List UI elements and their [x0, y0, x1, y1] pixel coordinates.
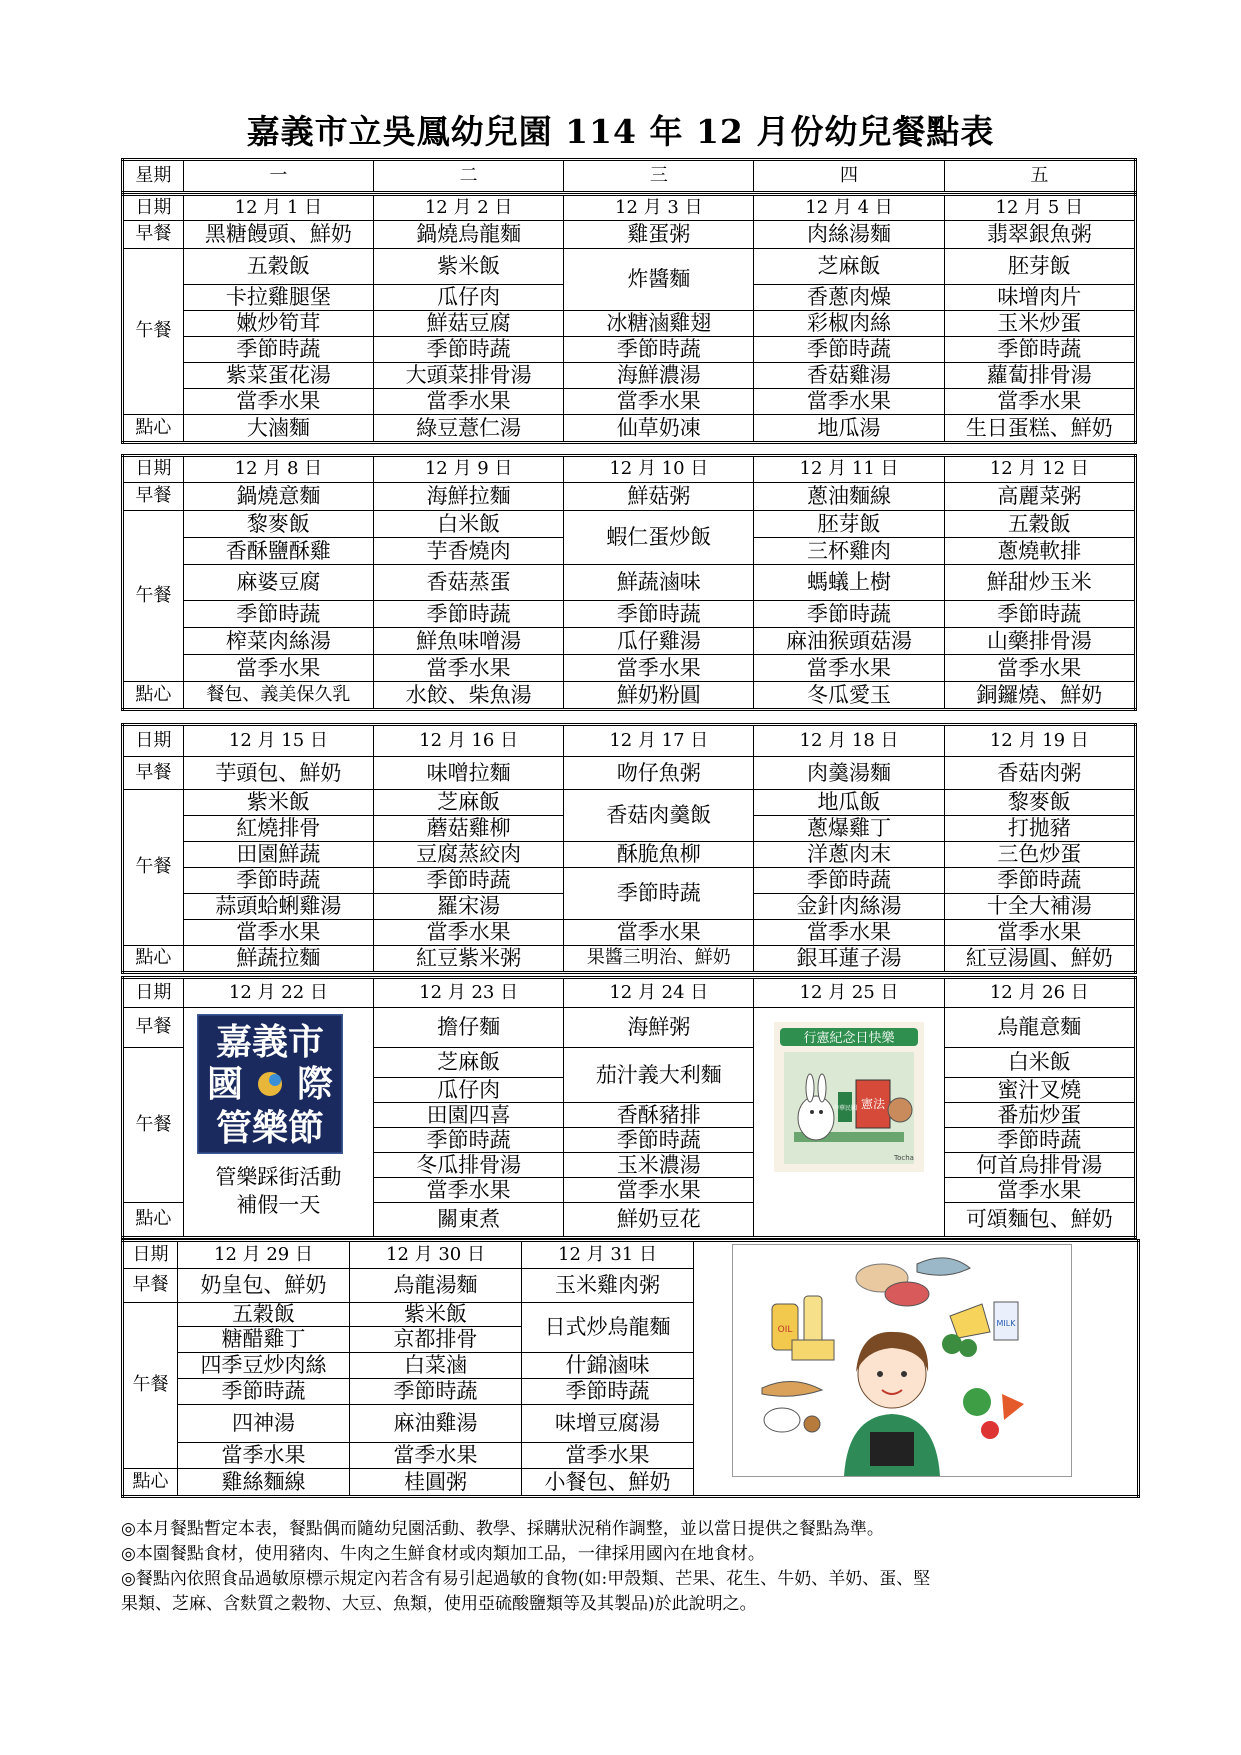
lunch-label: 午餐	[123, 1303, 178, 1469]
week-3-table	[121, 723, 1137, 974]
constitution-day-illustration	[774, 1022, 924, 1172]
breakfast-cell: 吻仔魚粥	[564, 757, 754, 790]
lunch-label: 午餐	[123, 511, 184, 682]
date-cell: 12 月 9 日	[374, 456, 564, 483]
weekday-wed: 三	[564, 160, 754, 193]
breakfast-cell: 奶皇包、鮮奶	[178, 1269, 350, 1303]
lunch-side: 鮮菇豆腐	[374, 311, 564, 337]
breakfast-label: 早餐	[123, 757, 184, 790]
lunch-fruit: 當季水果	[374, 389, 564, 415]
breakfast-cell: 肉絲湯麵	[754, 221, 944, 249]
snack-cell: 冬瓜愛玉	[754, 682, 944, 710]
snack-label: 點心	[123, 1203, 184, 1238]
lunch-staple: 白米飯	[944, 1048, 1135, 1078]
lunch-soup: 紫菜蛋花湯	[183, 363, 373, 389]
date-cell: 12 月 4 日	[754, 195, 944, 221]
lunch-fruit: 當季水果	[564, 1178, 754, 1203]
snack-cell: 大滷麵	[183, 415, 373, 443]
woman-eye	[901, 1371, 907, 1377]
lunch-fruit: 當季水果	[522, 1443, 694, 1469]
snack-cell: 紅豆紫米粥	[374, 946, 564, 973]
lunch-side: 彩椒肉絲	[754, 311, 944, 337]
lunch-main: 瓜仔肉	[374, 285, 564, 311]
breakfast-cell: 香菇肉粥	[944, 757, 1135, 790]
lunch-side: 番茄炒蛋	[944, 1103, 1135, 1128]
lunch-main: 打拋豬	[944, 816, 1135, 842]
lunch-veg: 季節時蔬	[754, 337, 944, 363]
lunch-fruit: 當季水果	[183, 389, 373, 415]
lunch-soup: 鮮魚味噌湯	[374, 628, 564, 655]
lunch-staple: 茄汁義大利麵	[564, 1048, 754, 1103]
snack-cell: 紅豆湯圓、鮮奶	[944, 946, 1135, 973]
lunch-side: 白菜滷	[350, 1353, 522, 1379]
date-cell: 12 月 3 日	[564, 195, 754, 221]
lunch-side: 螞蟻上樹	[754, 565, 944, 601]
lunch-soup: 四神湯	[178, 1405, 350, 1443]
snack-cell: 果醬三明治、鮮奶	[564, 946, 754, 973]
poster-emblem-dot	[269, 1074, 281, 1086]
lunch-soup: 蘿蔔排骨湯	[944, 363, 1135, 389]
lunch-staple: 芝麻飯	[374, 1048, 564, 1078]
snack-cell: 銅鑼燒、鮮奶	[944, 682, 1135, 710]
lunch-side: 玉米炒蛋	[944, 311, 1135, 337]
lunch-soup: 玉米濃湯	[564, 1153, 754, 1178]
date-cell: 12 月 22 日	[183, 978, 373, 1008]
rabbit-ear	[806, 1074, 814, 1102]
poster-line2a: 國	[206, 1063, 243, 1105]
lunch-soup: 蒜頭蛤蜊雞湯	[183, 894, 373, 920]
lunch-fruit: 當季水果	[374, 920, 564, 946]
weekday-header	[121, 158, 1137, 194]
lunch-staple: 芝麻飯	[754, 249, 944, 285]
rice-bowl-icon	[764, 1408, 800, 1432]
lunch-main: 三杯雞肉	[754, 538, 944, 565]
lunch-fruit: 當季水果	[944, 1178, 1135, 1203]
date-cell: 12 月 17 日	[564, 725, 754, 757]
date-label: 日期	[123, 978, 184, 1008]
lunch-soup: 十全大補湯	[944, 894, 1135, 920]
poster-line2b: 際	[296, 1063, 333, 1105]
lunch-veg: 季節時蔬	[944, 337, 1135, 363]
breakfast-cell: 鮮菇粥	[564, 483, 754, 511]
lunch-main: 蜜汁叉燒	[944, 1078, 1135, 1103]
breakfast-label: 早餐	[123, 1008, 184, 1048]
lunch-main: 卡拉雞腿堡	[183, 285, 373, 311]
lunch-veg: 季節時蔬	[564, 868, 754, 920]
lunch-veg: 季節時蔬	[944, 868, 1135, 894]
breakfast-cell: 鍋燒意麵	[183, 483, 373, 511]
snack-cell: 生日蛋糕、鮮奶	[944, 415, 1135, 443]
week-2-table	[121, 454, 1137, 711]
date-label: 日期	[123, 1241, 178, 1269]
lunch-side: 田園鮮蔬	[183, 842, 373, 868]
breakfast-label: 早餐	[123, 483, 184, 511]
snack-cell: 鮮奶粉圓	[564, 682, 754, 710]
lunch-soup: 海鮮濃湯	[564, 363, 754, 389]
lunch-side: 田園四喜	[374, 1103, 564, 1128]
lunch-veg: 季節時蔬	[564, 1128, 754, 1153]
date-cell: 12 月 24 日	[564, 978, 754, 1008]
breakfast-label: 早餐	[123, 1269, 178, 1303]
date-cell: 12 月 29 日	[178, 1241, 350, 1269]
music-festival-poster	[197, 1014, 343, 1154]
lunch-side: 豆腐蒸絞肉	[374, 842, 564, 868]
weekday-tue: 二	[374, 160, 564, 193]
lunch-fruit: 當季水果	[564, 655, 754, 682]
lunch-staple: 芝麻飯	[374, 790, 564, 816]
lunch-fruit: 當季水果	[754, 655, 944, 682]
lunch-veg: 季節時蔬	[754, 601, 944, 628]
date-label: 日期	[123, 725, 184, 757]
lunch-staple: 炸醬麵	[564, 249, 754, 311]
rabbit-left	[798, 1096, 834, 1140]
broccoli-icon	[942, 1334, 962, 1354]
snack-label: 點心	[123, 415, 184, 443]
milk-label: MILK	[996, 1319, 1016, 1328]
lunch-main: 瓜仔肉	[374, 1078, 564, 1103]
lunch-side: 酥脆魚柳	[564, 842, 754, 868]
lunch-staple: 黎麥飯	[944, 790, 1135, 816]
date-cell: 12 月 23 日	[374, 978, 564, 1008]
lunch-staple: 香菇肉羹飯	[564, 790, 754, 842]
breakfast-cell: 芋頭包、鮮奶	[183, 757, 373, 790]
breakfast-cell: 高麗菜粥	[944, 483, 1135, 511]
lunch-main: 味增肉片	[944, 285, 1135, 311]
page-title: 嘉義市立吳鳳幼兒園 114 年 12 月份幼兒餐點表	[246, 112, 995, 151]
bear-head	[888, 1098, 912, 1122]
breakfast-cell: 玉米雞肉粥	[522, 1269, 694, 1303]
breakfast-cell: 肉羹湯麵	[754, 757, 944, 790]
lunch-soup: 山藥排骨湯	[944, 628, 1135, 655]
lunch-fruit: 當季水果	[350, 1443, 522, 1469]
lunch-label: 午餐	[123, 790, 184, 946]
date-label: 日期	[123, 456, 184, 483]
lunch-soup: 金針肉絲湯	[754, 894, 944, 920]
lunch-veg: 季節時蔬	[374, 337, 564, 363]
date-cell: 12 月 8 日	[183, 456, 373, 483]
lunch-veg: 季節時蔬	[754, 868, 944, 894]
breakfast-cell: 黑糖饅頭、鮮奶	[183, 221, 373, 249]
date-cell: 12 月 31 日	[522, 1241, 694, 1269]
date-cell: 12 月 19 日	[944, 725, 1135, 757]
breakfast-cell: 擔仔麵	[374, 1008, 564, 1048]
lunch-soup: 麻油猴頭菇湯	[754, 628, 944, 655]
breakfast-cell: 海鮮拉麵	[374, 483, 564, 511]
lunch-label: 午餐	[123, 249, 184, 415]
lunch-fruit: 當季水果	[178, 1443, 350, 1469]
date-cell: 12 月 5 日	[944, 195, 1135, 221]
lunch-veg: 季節時蔬	[944, 1128, 1135, 1153]
lunch-fruit: 當季水果	[944, 389, 1135, 415]
lunch-side: 什錦滷味	[522, 1353, 694, 1379]
lunch-staple: 五穀飯	[183, 249, 373, 285]
lunch-veg: 季節時蔬	[374, 601, 564, 628]
lunch-staple: 蝦仁蛋炒飯	[564, 511, 754, 565]
snack-label: 點心	[123, 946, 184, 973]
lunch-veg: 季節時蔬	[564, 601, 754, 628]
lunch-side: 三色炒蛋	[944, 842, 1135, 868]
breakfast-label: 早餐	[123, 221, 184, 249]
lunch-soup: 味增豆腐湯	[522, 1405, 694, 1443]
snack-cell: 仙草奶凍	[564, 415, 754, 443]
lunch-soup: 大頭菜排骨湯	[374, 363, 564, 389]
snack-cell: 綠豆薏仁湯	[374, 415, 564, 443]
breakfast-cell: 蔥油麵線	[754, 483, 944, 511]
lunch-veg: 季節時蔬	[183, 601, 373, 628]
snack-cell: 鮮奶豆花	[564, 1203, 754, 1238]
note-1: ◎本月餐點暫定本表，餐點偶而隨幼兒園活動、教學、採購狀況稍作調整，並以當日提供之餐點為準。	[121, 1519, 884, 1539]
breakfast-cell: 烏龍意麵	[944, 1008, 1135, 1048]
snack-cell: 水餃、柴魚湯	[374, 682, 564, 710]
snack-cell: 可頌麵包、鮮奶	[944, 1203, 1135, 1238]
lunch-side: 香菇蒸蛋	[374, 565, 564, 601]
lunch-soup: 何首烏排骨湯	[944, 1153, 1135, 1178]
snack-cell: 小餐包、鮮奶	[522, 1469, 694, 1497]
meat-icon	[885, 1282, 929, 1306]
lunch-staple: 紫米飯	[350, 1303, 522, 1327]
snack-cell: 桂圓粥	[350, 1469, 522, 1497]
snack-cell: 銀耳蓮子湯	[754, 946, 944, 973]
lunch-veg: 季節時蔬	[183, 868, 373, 894]
lunch-main: 香蔥肉燥	[754, 285, 944, 311]
lunch-fruit: 當季水果	[564, 920, 754, 946]
poster-line1: 嘉義市	[215, 1021, 324, 1063]
lunch-main: 紅燒排骨	[183, 816, 373, 842]
snack-cell: 餐包、義美保久乳	[183, 682, 373, 710]
snack-cell: 關東煮	[374, 1203, 564, 1238]
clipboard	[870, 1432, 914, 1466]
rabbit-eye	[810, 1110, 814, 1114]
note-4: 果類、芝麻、含麩質之穀物、大豆、魚類，使用亞硫酸鹽類等及其製品)於此說明之。	[121, 1594, 757, 1614]
rabbit-ear	[818, 1074, 826, 1102]
lunch-veg: 季節時蔬	[564, 337, 754, 363]
lunch-main: 蔥燒軟排	[944, 538, 1135, 565]
banner-text: 行憲紀念日快樂	[803, 1031, 895, 1046]
lunch-fruit: 當季水果	[374, 1178, 564, 1203]
date-cell: 12 月 30 日	[350, 1241, 522, 1269]
breakfast-cell: 海鮮粥	[564, 1008, 754, 1048]
date-cell: 12 月 11 日	[754, 456, 944, 483]
snack-cell: 雞絲麵線	[178, 1469, 350, 1497]
lunch-side: 麻婆豆腐	[183, 565, 373, 601]
lunch-staple: 紫米飯	[183, 790, 373, 816]
lunch-main: 蘑菇雞柳	[374, 816, 564, 842]
date-cell: 12 月 12 日	[944, 456, 1135, 483]
snack-label: 點心	[123, 682, 184, 710]
date-label: 日期	[123, 195, 184, 221]
butter-icon	[792, 1340, 834, 1360]
week-4-table	[121, 976, 1137, 1239]
breakfast-cell: 鍋燒烏龍麵	[374, 221, 564, 249]
lunch-staple: 胚芽飯	[754, 511, 944, 538]
lunch-veg: 季節時蔬	[374, 1128, 564, 1153]
lunch-side: 鮮蔬滷味	[564, 565, 754, 601]
breakfast-cell: 烏龍湯麵	[350, 1269, 522, 1303]
lunch-soup: 麻油雞湯	[350, 1405, 522, 1443]
lunch-side: 四季豆炒肉絲	[178, 1353, 350, 1379]
lunch-soup: 香菇雞湯	[754, 363, 944, 389]
date-cell: 12 月 16 日	[374, 725, 564, 757]
lunch-main: 糖醋雞丁	[178, 1327, 350, 1353]
holiday-cell	[183, 1008, 373, 1238]
lunch-veg: 季節時蔬	[183, 337, 373, 363]
date-cell: 12 月 1 日	[183, 195, 373, 221]
lunch-soup: 榨菜肉絲湯	[183, 628, 373, 655]
date-cell: 12 月 2 日	[374, 195, 564, 221]
credit-text: Tocha	[894, 1154, 914, 1162]
breakfast-cell: 味噌拉麵	[374, 757, 564, 790]
date-cell: 12 月 10 日	[564, 456, 754, 483]
week-5-table	[121, 1239, 1140, 1498]
food-illustration	[732, 1244, 1072, 1477]
poster-line3: 管樂節	[215, 1107, 324, 1149]
breakfast-cell: 翡翠銀魚粥	[944, 221, 1135, 249]
date-cell: 12 月 25 日	[754, 978, 944, 1008]
snack-label: 點心	[123, 1469, 178, 1497]
lunch-veg: 季節時蔬	[350, 1379, 522, 1405]
footnotes	[121, 1517, 1137, 1617]
lunch-side: 洋蔥肉末	[754, 842, 944, 868]
note-3: ◎餐點內依照食品過敏原標示規定內若含有易引起過敏的食物(如:甲殼類、芒果、花生、牛奶、羊奶、蛋、堅	[121, 1569, 931, 1589]
holiday-note-1: 管樂踩街活動	[215, 1165, 342, 1189]
rabbit-eye	[819, 1110, 823, 1114]
broccoli-icon-2	[959, 1339, 977, 1357]
holiday-note-2: 補假一天	[236, 1193, 321, 1217]
lunch-veg: 季節時蔬	[944, 601, 1135, 628]
lunch-main: 芋香燒肉	[374, 538, 564, 565]
date-cell: 12 月 15 日	[183, 725, 373, 757]
lunch-fruit: 當季水果	[564, 389, 754, 415]
lunch-veg: 季節時蔬	[522, 1379, 694, 1405]
vegetable-icon	[963, 1388, 991, 1416]
date-cell: 12 月 18 日	[754, 725, 944, 757]
lunch-fruit: 當季水果	[183, 920, 373, 946]
lunch-veg: 季節時蔬	[374, 868, 564, 894]
lunch-side: 香酥豬排	[564, 1103, 754, 1128]
woman-eye	[877, 1371, 883, 1377]
lunch-soup: 瓜仔雞湯	[564, 628, 754, 655]
lunch-staple: 紫米飯	[374, 249, 564, 285]
lunch-label: 午餐	[123, 1048, 184, 1203]
lunch-soup: 羅宋湯	[374, 894, 564, 920]
note-2: ◎本園餐點食材，使用豬肉、牛肉之生鮮食材或肉類加工品，一律採用國內在地食材。	[121, 1544, 765, 1564]
snack-cell: 地瓜湯	[754, 415, 944, 443]
lunch-main: 香酥鹽酥雞	[183, 538, 373, 565]
lunch-staple: 五穀飯	[178, 1303, 350, 1327]
lunch-fruit: 當季水果	[944, 920, 1135, 946]
snack-cell: 鮮蔬拉麵	[183, 946, 373, 973]
lunch-fruit: 當季水果	[374, 655, 564, 682]
lunch-staple: 白米飯	[374, 511, 564, 538]
lunch-soup: 冬瓜排骨湯	[374, 1153, 564, 1178]
lunch-main: 京都排骨	[350, 1327, 522, 1353]
constitution-day-cell	[754, 1008, 944, 1238]
oil-label: OIL	[777, 1325, 793, 1335]
potato-icon	[804, 1416, 820, 1432]
lunch-side: 鮮甜炒玉米	[944, 565, 1135, 601]
lunch-fruit: 當季水果	[754, 389, 944, 415]
book-text: 憲法	[861, 1097, 886, 1111]
breakfast-cell: 雞蛋粥	[564, 221, 754, 249]
lunch-staple: 地瓜飯	[754, 790, 944, 816]
side-label-text: 中華民國	[833, 1105, 858, 1112]
lunch-staple: 五穀飯	[944, 511, 1135, 538]
lunch-fruit: 當季水果	[183, 655, 373, 682]
tomato-icon	[981, 1421, 999, 1439]
lunch-side: 嫩炒筍茸	[183, 311, 373, 337]
weekday-mon: 一	[183, 160, 373, 193]
lunch-staple: 胚芽飯	[944, 249, 1135, 285]
lunch-staple: 日式炒烏龍麵	[522, 1303, 694, 1353]
week-1-table	[121, 193, 1137, 444]
lunch-main: 蔥爆雞丁	[754, 816, 944, 842]
lunch-staple: 黎麥飯	[183, 511, 373, 538]
weekday-thu: 四	[754, 160, 944, 193]
lunch-fruit: 當季水果	[944, 655, 1135, 682]
weekday-label: 星期	[123, 160, 184, 193]
lunch-veg: 季節時蔬	[178, 1379, 350, 1405]
weekday-fri: 五	[944, 160, 1135, 193]
lunch-fruit: 當季水果	[754, 920, 944, 946]
date-cell: 12 月 26 日	[944, 978, 1135, 1008]
lunch-side: 冰糖滷雞翅	[564, 311, 754, 337]
food-illustration-cell	[694, 1241, 1139, 1497]
